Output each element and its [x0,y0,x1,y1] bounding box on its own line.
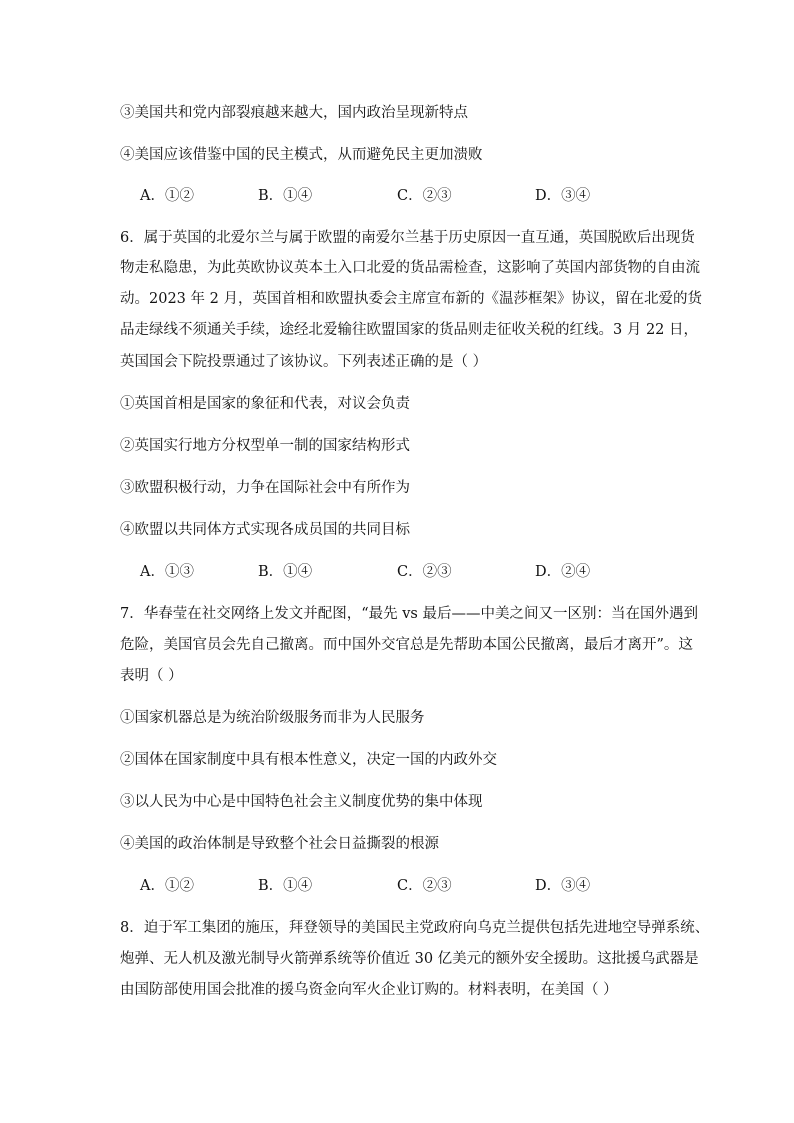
q7-option-d[interactable]: D．③④ [535,878,591,894]
q6-stem-line: 6．属于英国的北爱尔兰与属于欧盟的南爱尔兰基于历史原因一直互通，英国脱欧后出现货 [120,230,695,246]
q7-item-2: ②国体在国家制度中具有根本性意义，决定一国的内政外交 [120,752,497,768]
q7-stem-line: 7．华春莹在社交网络上发文并配图，“最先 vs 最后——中美之间又一区别：当在国外遇到 [120,606,698,622]
q8-stem-line: 炮弹、无人机及激光制导火箭弹系统等价值近 30 亿美元的额外安全援助。这批援乌武器是 [120,951,699,967]
q5-option-a[interactable]: A．①② [140,188,194,204]
q6-stem-line: 英国国会下院投票通过了该协议。下列表述正确的是（ ） [120,354,488,370]
q6-stem-line: 物走私隐患，为此英欧协议英本土入口北爱的货品需检查，这影响了英国内部货物的自由流 [120,260,700,276]
q5-option-d[interactable]: D．③④ [535,188,591,204]
q6-options [140,562,620,582]
q5-item-3: ③美国共和党内部裂痕越来越大，国内政治呈现新特点 [120,105,468,121]
q5-options [140,186,620,206]
q6-item-2: ②英国实行地方分权型单一制的国家结构形式 [120,438,410,454]
q6-item-1: ①英国首相是国家的象征和代表，对议会负责 [120,396,410,412]
q8-stem-line: 8．迫于军工集团的施压，拜登领导的美国民主党政府向乌克兰提供包括先进地空导弹系统、 [120,920,710,936]
q5-option-c[interactable]: C．②③ [397,188,452,204]
q6-item-4: ④欧盟以共同体方式实现各成员国的共同目标 [120,522,410,538]
q6-option-d[interactable]: D．②④ [535,564,591,580]
q7-item-1: ①国家机器总是为统治阶级服务而非为人民服务 [120,710,425,726]
q8-stem-line: 由国防部使用国会批准的援乌资金向军火企业订购的。材料表明，在美国（ ） [120,982,618,998]
q7-option-c[interactable]: C．②③ [397,878,452,894]
q5-item-4: ④美国应该借鉴中国的民主模式，从而避免民主更加溃败 [120,147,483,163]
q7-option-a[interactable]: A．①② [140,878,194,894]
q7-options [140,876,620,896]
q6-stem-line: 品走绿线不须通关手续，途经北爱输往欧盟国家的货品则走征收关税的红线。3 月 22 日， [120,322,699,338]
q7-stem-line: 表明（ ） [120,668,183,684]
q7-item-3: ③以人民为中心是中国特色社会主义制度优势的集中体现 [120,794,483,810]
q6-item-3: ③欧盟积极行动，力争在国际社会中有所作为 [120,480,410,496]
q6-option-b[interactable]: B．①④ [258,564,313,580]
q7-item-4: ④美国的政治体制是导致整个社会日益撕裂的根源 [120,836,439,852]
q6-option-c[interactable]: C．②③ [397,564,452,580]
q7-option-b[interactable]: B．①④ [258,878,313,894]
q6-stem-line: 动。2023 年 2 月，英国首相和欧盟执委会主席宣布新的《温莎框架》协议，留在北爱的货 [120,291,702,307]
q5-option-b[interactable]: B．①④ [258,188,313,204]
q6-option-a[interactable]: A．①③ [140,564,194,580]
q7-stem-line: 危险，美国官员会先自己撤离。而中国外交官总是先帮助本国公民撤离，最后才离开”。这 [120,637,693,653]
